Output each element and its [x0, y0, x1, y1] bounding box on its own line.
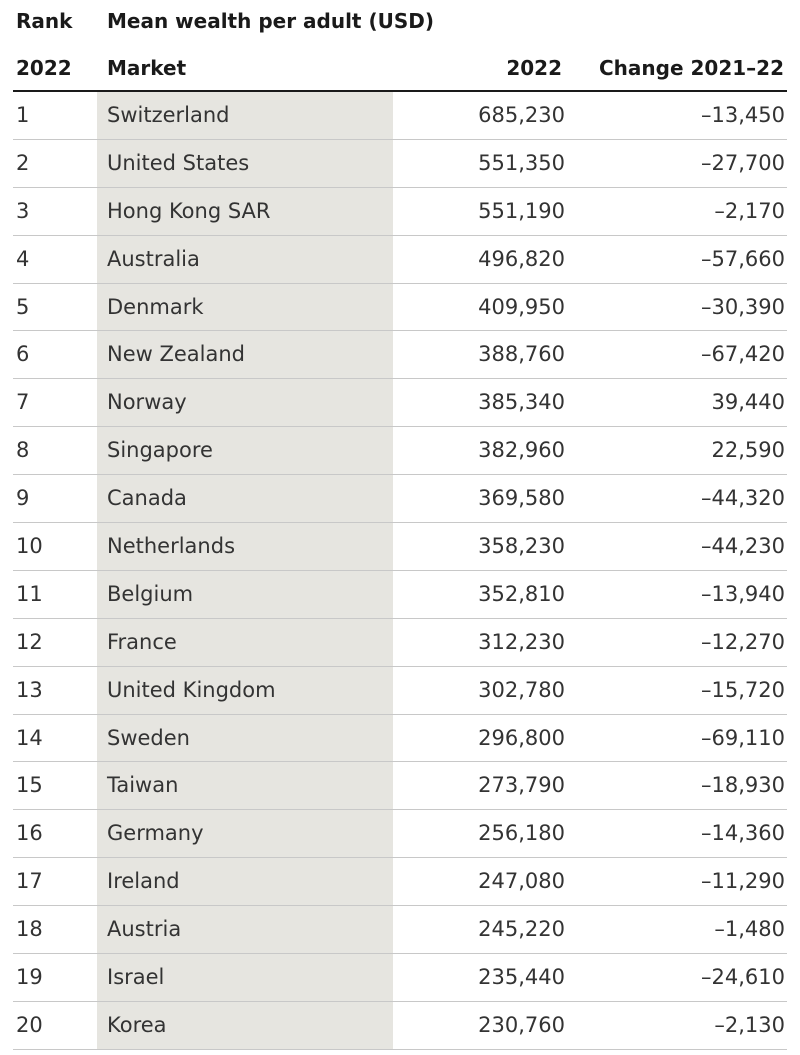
table-row [13, 331, 787, 379]
change-cell: –67,420 [701, 342, 785, 367]
market-cell: Switzerland [107, 103, 230, 127]
rank-cell: 2 [16, 150, 30, 175]
table-row [13, 140, 787, 188]
table-row [13, 475, 787, 523]
rank-cell: 19 [16, 965, 43, 990]
change-cell: –1,480 [714, 917, 785, 942]
market-cell: Austria [107, 917, 182, 942]
market-cell: Germany [107, 821, 204, 846]
rank-cell: 1 [16, 103, 30, 127]
table-row [13, 427, 787, 475]
change-cell: –13,940 [701, 581, 785, 606]
table-row [13, 715, 787, 763]
change-cell: –14,360 [701, 821, 785, 846]
table-row [13, 523, 787, 571]
change-cell: –15,720 [701, 677, 785, 702]
market-cell: Denmark [107, 294, 204, 319]
change-cell: –44,320 [701, 486, 785, 511]
rank-cell: 10 [16, 534, 43, 559]
table-row [13, 619, 787, 667]
value-cell: 302,780 [478, 677, 565, 702]
change-cell: –2,170 [714, 198, 785, 223]
value-cell: 256,180 [478, 821, 565, 846]
value-cell: 312,230 [478, 629, 565, 654]
rank-cell: 15 [16, 773, 43, 798]
change-cell: –2,130 [714, 1012, 785, 1037]
value-cell: 235,440 [478, 965, 565, 990]
value-header: 2022 [506, 56, 562, 80]
table-body [13, 92, 787, 1050]
value-cell: 388,760 [478, 342, 565, 367]
value-cell: 496,820 [478, 246, 565, 271]
change-cell: –18,930 [701, 773, 785, 798]
market-cell: Canada [107, 486, 187, 511]
rank-cell: 8 [16, 438, 30, 463]
market-cell: France [107, 629, 177, 654]
table-row [13, 571, 787, 619]
value-cell: 685,230 [478, 103, 565, 127]
rank-cell: 13 [16, 677, 43, 702]
value-cell: 409,950 [478, 294, 565, 319]
table-row [13, 92, 787, 140]
rank-cell: 5 [16, 294, 30, 319]
rank-cell: 20 [16, 1012, 43, 1037]
value-cell: 230,760 [478, 1012, 565, 1037]
change-cell: –44,230 [701, 534, 785, 559]
value-cell: 273,790 [478, 773, 565, 798]
rank-cell: 17 [16, 869, 43, 894]
value-cell: 296,800 [478, 725, 565, 750]
table-row [13, 858, 787, 906]
change-cell: 22,590 [711, 438, 785, 463]
market-cell: New Zealand [107, 342, 245, 367]
table-row [13, 906, 787, 954]
change-cell: –57,660 [701, 246, 785, 271]
market-cell: Taiwan [107, 773, 179, 798]
table-row [13, 284, 787, 332]
market-cell: Ireland [107, 869, 180, 894]
rank-cell: 3 [16, 198, 30, 223]
table-row [13, 1002, 787, 1050]
rank-cell: 7 [16, 390, 30, 415]
rank-cell: 18 [16, 917, 43, 942]
table-row [13, 810, 787, 858]
value-cell: 551,350 [478, 150, 565, 175]
change-cell: –24,610 [701, 965, 785, 990]
change-cell: –12,270 [701, 629, 785, 654]
market-header: Market [107, 56, 187, 80]
market-cell: Singapore [107, 438, 213, 463]
change-cell: –13,450 [701, 103, 785, 127]
rank-year-header: 2022 [16, 56, 72, 80]
value-cell: 382,960 [478, 438, 565, 463]
market-cell: United States [107, 150, 250, 175]
rank-cell: 6 [16, 342, 30, 367]
market-cell: Hong Kong SAR [107, 198, 271, 223]
value-cell: 369,580 [478, 486, 565, 511]
value-cell: 245,220 [478, 917, 565, 942]
market-cell: Australia [107, 246, 200, 271]
table-row [13, 379, 787, 427]
value-cell: 352,810 [478, 581, 565, 606]
rank-cell: 14 [16, 725, 43, 750]
change-cell: 39,440 [711, 390, 785, 415]
table-title: Mean wealth per adult (USD) [107, 9, 434, 33]
table-row [13, 236, 787, 284]
rank-header: Rank [16, 9, 73, 33]
rank-cell: 9 [16, 486, 30, 511]
market-cell: Sweden [107, 725, 190, 750]
change-header: Change 2021–22 [599, 56, 784, 80]
table-row [13, 667, 787, 715]
change-cell: –69,110 [701, 725, 785, 750]
rank-cell: 16 [16, 821, 43, 846]
market-cell: Norway [107, 390, 187, 415]
value-cell: 247,080 [478, 869, 565, 894]
rank-cell: 4 [16, 246, 30, 271]
value-cell: 358,230 [478, 534, 565, 559]
market-cell: Korea [107, 1012, 167, 1037]
market-cell: Israel [107, 965, 165, 990]
table-row [13, 762, 787, 810]
market-cell: Netherlands [107, 534, 236, 559]
change-cell: –30,390 [701, 294, 785, 319]
value-cell: 385,340 [478, 390, 565, 415]
rank-cell: 12 [16, 629, 43, 654]
table-row [13, 954, 787, 1002]
change-cell: –27,700 [701, 150, 785, 175]
change-cell: –11,290 [701, 869, 785, 894]
value-cell: 551,190 [478, 198, 565, 223]
table-row [13, 188, 787, 236]
market-cell: Belgium [107, 581, 194, 606]
rank-cell: 11 [16, 581, 43, 606]
market-cell: United Kingdom [107, 677, 276, 702]
